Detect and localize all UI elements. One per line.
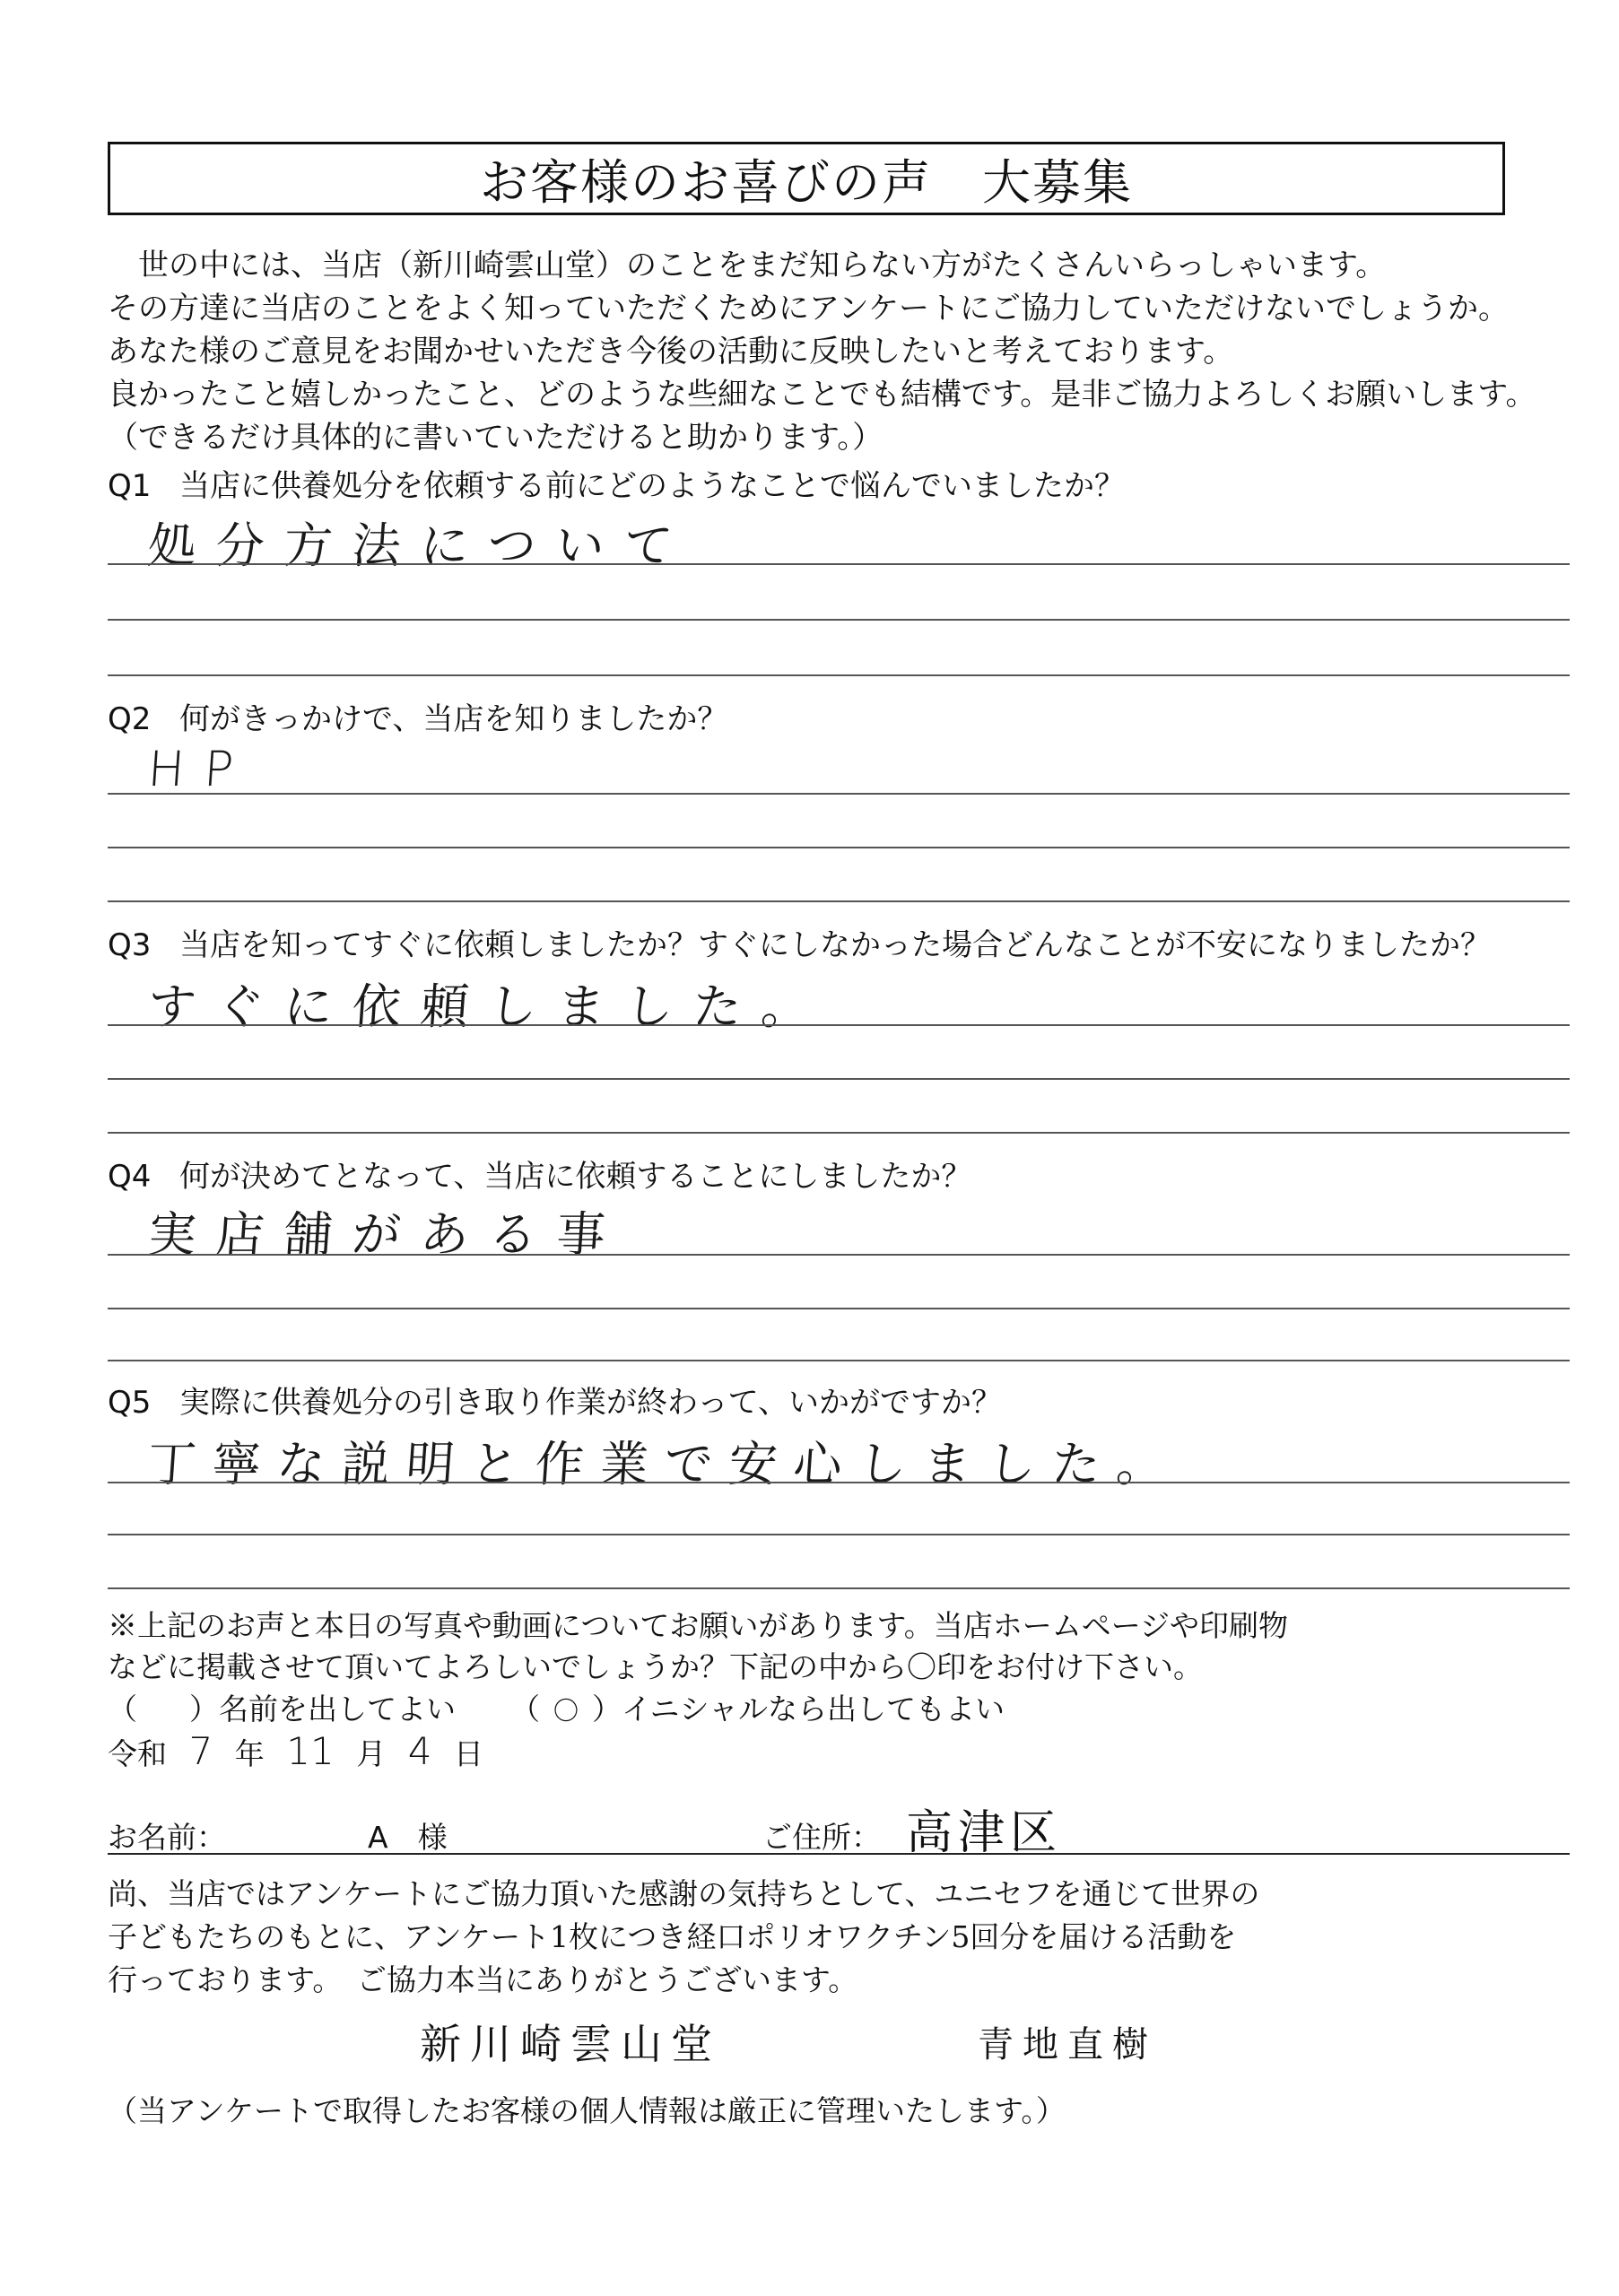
- question-3: [108, 920, 1491, 964]
- name-label: お名前：: [108, 1820, 226, 1855]
- answer-line: [108, 1024, 1570, 1026]
- question-number: Q4: [108, 1159, 152, 1195]
- question-text: 何が決めてとなって、当店に依頼することにしましたか？: [179, 1159, 972, 1195]
- shop-name: 新川崎雲山堂: [420, 2020, 721, 2068]
- answer-line: [108, 1132, 1570, 1134]
- consent-note: [108, 1605, 1543, 1688]
- answer-5[interactable]: 丁寧な説明と作業で安心しました。: [145, 1436, 1183, 1492]
- intro-text: [108, 244, 1536, 459]
- question-text: 当店に供養処分を依頼する前にどのようなことで悩んでいましたか？: [179, 468, 1125, 504]
- answer-line: [108, 1078, 1570, 1080]
- form-title-text: お客様のお喜びの声 大募集: [480, 153, 1133, 211]
- closing-line: 行っております。 ご協力本当にありがとうございます。: [108, 1962, 858, 1997]
- consent-paren-open: （: [108, 1692, 137, 1726]
- date-era: 令和: [108, 1736, 167, 1771]
- date-year-unit: 年: [234, 1736, 265, 1771]
- question-5: [108, 1378, 1002, 1422]
- date-field: [108, 1729, 483, 1773]
- closing-text: [108, 1873, 1543, 2002]
- answer-line: [108, 1587, 1570, 1589]
- question-number: Q2: [108, 701, 152, 737]
- consent-checkbox-initials[interactable]: [540, 1692, 592, 1727]
- answer-3[interactable]: すぐに依頼しました。: [145, 978, 831, 1035]
- closing-line: 子どもたちのもとに、アンケート1枚につき経口ポリオワクチン5回分を届ける活動を: [108, 1919, 1237, 1954]
- answer-line: [108, 1534, 1570, 1535]
- intro-line: その方達に当店のことをよく知っていただくためにアンケートにご協力していただけないでしょうか。: [108, 291, 1509, 326]
- intro-line: あなた様のご意見をお聞かせいただき今後の活動に反映したいと考えております。: [108, 334, 1234, 370]
- date-day-unit: 日: [453, 1736, 483, 1771]
- answer-2[interactable]: HP: [145, 741, 256, 797]
- question-2: [108, 694, 727, 738]
- answer-line: [108, 793, 1570, 795]
- answer-1[interactable]: 処分方法について: [145, 517, 694, 574]
- consent-options: [108, 1686, 1005, 1728]
- consent-paren-open: （: [510, 1692, 540, 1726]
- answer-line: [108, 1360, 1570, 1361]
- note-line: などに掲載させて頂いてよろしいでしょうか？下記の中から〇印をお付け下さい。: [108, 1649, 1203, 1684]
- answer-line: [108, 1254, 1570, 1256]
- intro-line: 世の中には、当店（新川崎雲山堂）のことをまだ知らない方がたくさんいらっしゃいます。: [138, 248, 1387, 283]
- intro-line: （できるだけ具体的に書いていただけると助かります。）: [108, 420, 883, 456]
- answer-line: [108, 1482, 1570, 1483]
- consent-paren-close: ）: [189, 1692, 219, 1726]
- customer-underline: [108, 1853, 1570, 1855]
- consent-paren-close: ）: [592, 1692, 622, 1726]
- answer-line: [108, 619, 1570, 621]
- question-number: Q5: [108, 1385, 152, 1421]
- question-text: 何がきっかけで、当店を知りましたか？: [179, 701, 728, 737]
- answer-line: [108, 563, 1570, 565]
- privacy-note: （当アンケートで取得したお客様の個人情報は厳正に管理いたします。）: [108, 2093, 1066, 2128]
- question-text: 当店を知ってすぐに依頼しましたか？すぐにしなかった場合どんなことが不安になりましたか？: [179, 927, 1491, 963]
- answer-line: [108, 1308, 1570, 1309]
- question-4: [108, 1152, 971, 1196]
- note-line: ※上記のお声と本日の写真や動画についてお願いがあります。当店ホームページや印刷物: [108, 1608, 1289, 1643]
- question-1: [108, 461, 1125, 505]
- address-value[interactable]: 高津区: [906, 1806, 1063, 1860]
- consent-option-initials: イニシャルなら出してもよい: [622, 1692, 1005, 1726]
- answer-4[interactable]: 実店舗がある事: [145, 1206, 627, 1263]
- form-title: [108, 142, 1505, 215]
- address-label: ご住所：: [762, 1820, 881, 1855]
- question-number: Q3: [108, 927, 152, 963]
- answer-line: [108, 900, 1570, 902]
- circle-mark: 〇: [553, 1696, 579, 1726]
- closing-line: 尚、当店ではアンケートにご協力頂いた感謝の気持ちとして、ユニセフを通じて世界の: [108, 1876, 1260, 1911]
- answer-line: [108, 674, 1570, 676]
- consent-option-name: 名前を出してよい: [219, 1692, 456, 1726]
- date-month-unit: 月: [356, 1736, 387, 1771]
- intro-line: 良かったこと嬉しかったこと、どのような些細なことでも結構です。是非ご協力よろしくお願いします。: [108, 377, 1536, 413]
- date-year[interactable]: 7: [188, 1729, 213, 1773]
- answer-line: [108, 847, 1570, 848]
- question-text: 実際に供養処分の引き取り作業が終わって、いかがですか？: [179, 1385, 1002, 1421]
- name-value[interactable]: A 様: [368, 1820, 448, 1855]
- date-day[interactable]: 4: [407, 1729, 432, 1773]
- date-month[interactable]: 11: [286, 1729, 335, 1773]
- owner-name: 青地直樹: [978, 2024, 1157, 2066]
- question-number: Q1: [108, 468, 152, 504]
- customer-row: [108, 1806, 1570, 1860]
